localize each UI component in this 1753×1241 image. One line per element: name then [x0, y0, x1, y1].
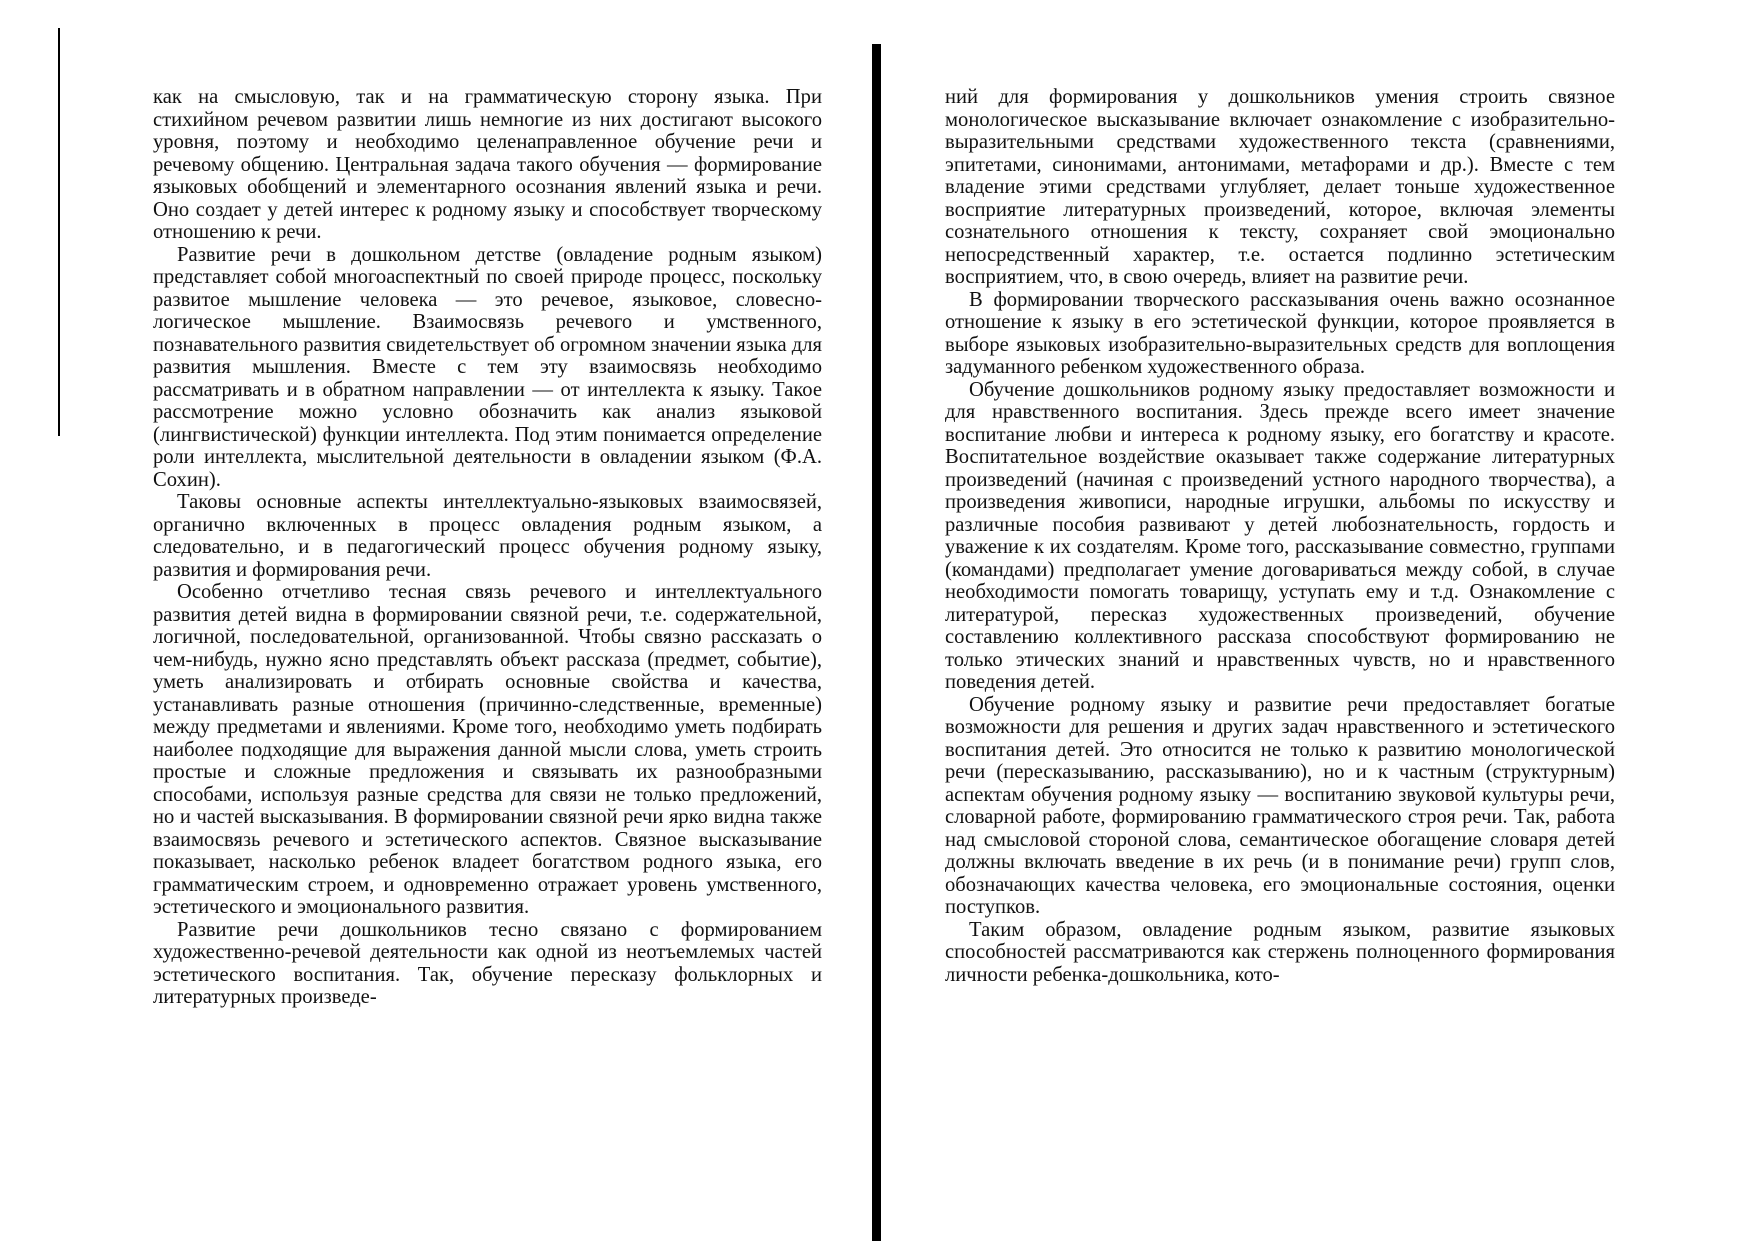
left-paragraph-4: Особенно отчетливо тесная связь речевого и интеллектуального развития детей видна в формировании связной речи, т.е. содержательной, логичной, последовательной, организованной. Чтобы связно рассказать о чем-нибудь, нужно ясно представлять объект рассказа (предмет, событие), уметь анализировать и отбирать основные свойства и качества, устанавливать разные отношения (причинно-следственные, временные) между предметами и явлениями. Кроме того, необходимо уметь подбирать наиболее подходящие для выражения данной мысли слова, уметь строить простые и сложные предложения и связывать их разнообразными способами, используя разные средства для связи не только предложений, но и частей высказывания. В формировании связной речи ярко видна также взаимосвязь речевого и эстетического аспектов. Связное высказывание показывает, насколько ребенок владеет богатством родного языка, его грамматическим строем, и одновременно отражает уровень умственного, эстетического и эмоционального развития. [153, 581, 822, 918]
right-paragraph-2: В формировании творческого рассказывания очень важно осознанное отношение к языку в его эстетической функции, которое проявляется в выборе языковых изобразительно-выразительных средств для воплощения задуманного ребенком художественного образа. [945, 288, 1615, 378]
right-paragraph-4: Обучение родному языку и развитие речи предоставляет богатые возможности для решения и других задач нравственного и эстетического воспитания детей. Это относится не только к развитию монологической речи (пересказыванию, рассказыванию), но и к частным (структурным) аспектам обучения родному языку — воспитанию звуковой культуры речи, словарной работе, формированию грамматического строя речи. Так, работа над смысловой стороной слова, семантическое обогащение словаря детей должны включать введение в их речь (и в понимание речи) групп слов, обозначающих качества человека, его эмоциональные состояния, оценки поступков. [945, 693, 1615, 918]
page-gutter-bar [872, 44, 881, 1241]
left-paragraph-1: как на смысловую, так и на грамматическую сторону языка. При стихийном речевом развитии лишь немногие из них достигают высокого уровня, поэтому и необходимо целенаправленное обучение речи и речевому общению. Центральная задача такого обучения — формирование языковых обобщений и элементарного осознания явлений языка и речи. Оно создает у детей интерес к родному языку и способствует творческому отношению к речи. [153, 86, 822, 243]
right-paragraph-3: Обучение дошкольников родному языку предоставляет возможности и для нравственного воспитания. Здесь прежде всего имеет значение воспитание любви и интереса к родному языку, его богатству и красоте. Воспитательное воздействие оказывает также содержание литературных произведений (начиная с произведений устного народного творчества), а произведения живописи, народные игрушки, альбомы по искусству и различные пособия развивают у детей любознательность, гордость и уважение к их создателям. Кроме того, рассказывание совместно, группами (командами) предполагает умение договариваться между собой, в случае необходимости помогать товарищу, уступать ему и т.д. Ознакомление с литературой, пересказ художественных произведений, обучение составлению коллективного рассказа способствуют формированию не только этических знаний и нравственных чувств, но и нравственного поведения детей. [945, 378, 1615, 693]
left-paragraph-5: Развитие речи дошкольников тесно связано с формированием художественно-речевой деятельности как одной из неотъемлемых частей эстетического воспитания. Так, обучение пересказу фольклорных и литературных произведе- [153, 918, 822, 1008]
left-paragraph-3: Таковы основные аспекты интеллектуально-языковых взаимосвязей, органично включенных в процесс овладения родным языком, а следовательно, и в педагогический процесс обучения родному языку, развития и формирования речи. [153, 491, 822, 581]
left-margin-rule [58, 28, 60, 436]
right-paragraph-1: ний для формирования у дошкольников умения строить связное монологическое высказывание включает ознакомление с изобразительно-выразительными средствами художественного текста (сравнениями, эпитетами, синонимами, антонимами, метафорами и др.). Вместе с тем владение этими средствами углубляет, делает тоньше художественное восприятие литературных произведений, которое, включая элементы сознательного отношения к тексту, сохраняет свой эмоционально непосредственный характер, т.е. остается подлинно эстетическим восприятием, что, в свою очередь, влияет на развитие речи. [945, 86, 1615, 288]
right-page-text [945, 86, 1615, 986]
left-page-text [153, 86, 822, 1009]
right-paragraph-5: Таким образом, овладение родным языком, развитие языковых способностей рассматриваются как стержень полноценного формирования личности ребенка-дошкольника, кото- [945, 918, 1615, 986]
left-paragraph-2: Развитие речи в дошкольном детстве (овладение родным языком) представляет собой многоаспектный по своей природе процесс, поскольку развитое мышление человека — это речевое, языковое, словесно-логическое мышление. Взаимосвязь речевого и умственного, познавательного развития свидетельствует об огромном значении языка для развития мышления. Вместе с тем эту взаимосвязь необходимо рассматривать и в обратном направлении — от интеллекта к языку. Такое рассмотрение можно условно обозначить как анализ языковой (лингвистической) функции интеллекта. Под этим понимается определение роли интеллекта, мыслительной деятельности в овладении языком (Ф.А. Сохин). [153, 243, 822, 491]
